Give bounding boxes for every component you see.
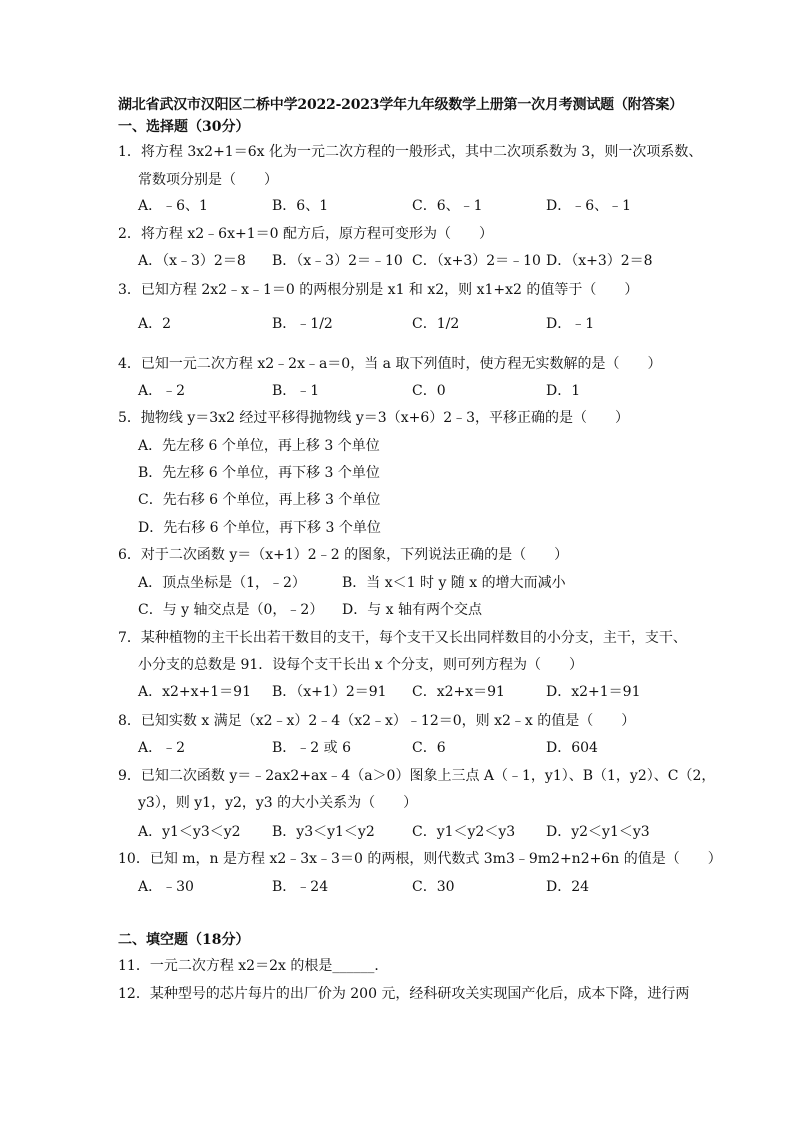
q2-option-b: B．（x﹣3）2＝﹣10 xyxy=(272,253,403,269)
q2-option-c: C．（x+3）2＝﹣10 xyxy=(412,253,541,269)
q9-option-c: C．y1＜y2＜y3 xyxy=(412,824,516,840)
q9-option-a: A．y1＜y3＜y2 xyxy=(138,824,241,840)
q5-option-d: D．先右移 6 个单位，再下移 3 个单位 xyxy=(138,520,381,536)
q2-option-a: A．（x﹣3）2＝8 xyxy=(138,253,246,269)
q4-option-a: A．﹣2 xyxy=(138,383,186,399)
q4-option-d: D．1 xyxy=(546,383,581,399)
question-12-line-1: 12．某种型号的芯片每片的出厂价为 200 元，经科研攻关实现国产化后，成本下降，进行两 xyxy=(118,986,690,1002)
question-6-line-1: 6．对于二次函数 y＝（x+1）2﹣2 的图象，下列说法正确的是（ ） xyxy=(118,547,569,563)
question-7-line-1: 7．某种植物的主干长出若干数目的支干，每个支干又长出同样数目的小分支，主干，支干、 xyxy=(118,630,687,646)
question-1-line-1: 1．将方程 3x2+1＝6x 化为一元二次方程的一般形式，其中二次项系数为 3，则一次项系数、 xyxy=(118,144,703,160)
q10-option-d: D．24 xyxy=(546,879,590,895)
q10-option-c: C．30 xyxy=(412,879,455,895)
q2-option-d: D．（x+3）2＝8 xyxy=(546,253,653,269)
question-9-line-1: 9．已知二次函数 y＝﹣2ax2+ax﹣4（a＞0）图象上三点 A（﹣1，y1）、B（1，y2）、C（2， xyxy=(118,768,716,784)
q10-option-a: A．﹣30 xyxy=(138,879,194,895)
question-5-line-1: 5．抛物线 y＝3x2 经过平移得抛物线 y＝3（x+6）2﹣3，平移正确的是（ ） xyxy=(118,410,630,426)
page-title: 湖北省武汉市汉阳区二桥中学2022-2023学年九年级数学上册第一次月考测试题（附答案） xyxy=(118,97,683,113)
question-2-line-1: 2．将方程 x2﹣6x+1＝0 配方后，原方程可变形为（ ） xyxy=(118,226,493,242)
section-heading-choice: 一、选择题（30分） xyxy=(118,119,250,135)
q8-option-c: C．6 xyxy=(412,740,446,756)
q3-option-b: B．﹣1/2 xyxy=(272,316,333,332)
q6-option-a: A．顶点坐标是（1，﹣2） xyxy=(138,575,306,591)
q1-option-d: D．﹣6、﹣1 xyxy=(546,198,632,214)
q6-option-b: B．当 x＜1 时 y 随 x 的增大而减小 xyxy=(342,575,566,591)
q6-option-c: C．与 y 轴交点是（0，﹣2） xyxy=(138,602,324,618)
q4-option-c: C．0 xyxy=(412,383,446,399)
q6-option-d: D．与 x 轴有两个交点 xyxy=(342,602,483,618)
q10-option-b: B．﹣24 xyxy=(272,879,329,895)
q5-option-a: A．先左移 6 个单位，再上移 3 个单位 xyxy=(138,438,380,454)
q3-option-a: A．2 xyxy=(138,316,172,332)
q7-option-b: B．（x+1）2＝91 xyxy=(272,684,387,700)
q5-option-b: B．先左移 6 个单位，再下移 3 个单位 xyxy=(138,465,380,481)
q1-option-b: B．6、1 xyxy=(272,198,329,214)
q7-option-d: D．x2+1＝91 xyxy=(546,684,641,700)
q7-option-c: C．x2+x＝91 xyxy=(412,684,505,700)
section-heading-fill-in: 二、填空题（18分） xyxy=(118,932,250,948)
q1-option-c: C．6、﹣1 xyxy=(412,198,483,214)
q9-option-d: D．y2＜y1＜y3 xyxy=(546,824,650,840)
q7-option-a: A．x2+x+1＝91 xyxy=(138,684,251,700)
q4-option-b: B．﹣1 xyxy=(272,383,320,399)
q1-option-a: A．﹣6、1 xyxy=(138,198,208,214)
q8-option-a: A．﹣2 xyxy=(138,740,186,756)
q3-option-d: D．﹣1 xyxy=(546,316,595,332)
question-1-line-2: 常数项分别是（ ） xyxy=(138,172,278,188)
q9-option-b: B．y3＜y1＜y2 xyxy=(272,824,375,840)
question-8-line-1: 8．已知实数 x 满足（x2﹣x）2﹣4（x2﹣x）﹣12＝0，则 x2﹣x 的值是（ ） xyxy=(118,713,636,729)
q8-option-d: D．604 xyxy=(546,740,598,756)
q3-option-c: C．1/2 xyxy=(412,316,460,332)
question-7-line-2: 小分支的总数是 91．设每个支干长出 x 个分支，则可列方程为（ ） xyxy=(138,657,584,673)
q8-option-b: B．﹣2 或 6 xyxy=(272,740,352,756)
q5-option-c: C．先右移 6 个单位，再上移 3 个单位 xyxy=(138,492,381,508)
question-3-line-1: 3．已知方程 2x2﹣x﹣1＝0 的两根分别是 x1 和 x2，则 x1+x2 的值等于（ ） xyxy=(118,282,639,298)
question-4-line-1: 4．已知一元二次方程 x2﹣2x﹣a＝0，当 a 取下列值时，使方程无实数解的是（ ） xyxy=(118,356,662,372)
question-10-line-1: 10．已知 m，n 是方程 x2﹣3x﹣3＝0 的两根，则代数式 3m3﹣9m2+n2+6n 的值是（ ） xyxy=(118,851,722,867)
question-11-line-1: 11．一元二次方程 x2＝2x 的根是______． xyxy=(118,958,389,974)
question-9-line-2: y3），则 y1，y2，y3 的大小关系为（ ） xyxy=(138,795,418,811)
